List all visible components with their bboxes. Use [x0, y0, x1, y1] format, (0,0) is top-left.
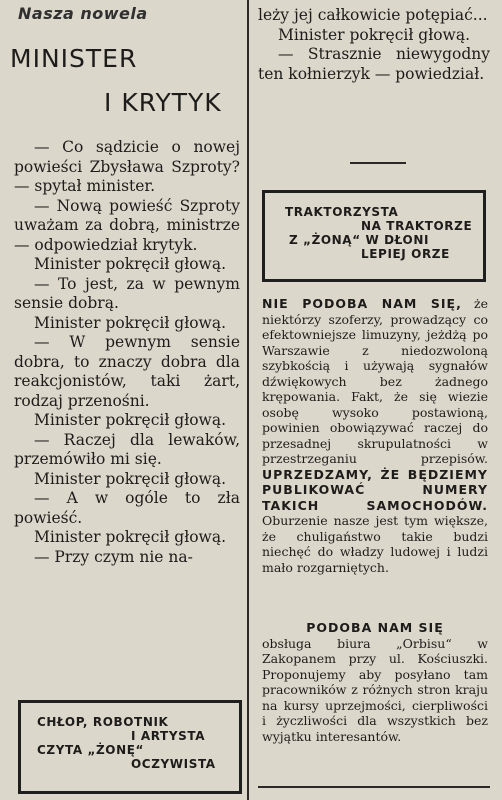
story-paragraph: — Co sądzicie o nowej powieści Zbysława Szproty? — spytał minister.: [14, 138, 240, 195]
story-paragraph: — To jest, za w pewnym sensie dobrą.: [14, 274, 240, 312]
promo-line: CHŁOP, ROBOTNIK: [37, 715, 169, 729]
notice-like: [262, 620, 488, 744]
story-paragraph: leży jej całkowicie potępiać...: [258, 6, 488, 24]
notice-text: obsługa biura „Orbisu“ w Zakopanem przy ul. Kościuszki. Proponujemy aby posyłano tam pracowników z różnych stron kraju na kursy uprzejmości, cierpliwości i życzliwości dla wszystkich bez wyjątku interesantów.: [262, 635, 488, 744]
promo-line: I ARTYSTA: [131, 729, 206, 743]
notice-warning: UPRZEDZAMY, ŻE BĘDZIEMY PUBLIKOWAĆ NUMERY TAKICH SAMOCHODÓW.: [262, 466, 488, 513]
title-line-2: I KRYTYK: [104, 88, 222, 117]
story-paragraph: Minister pokręcił głową.: [278, 25, 470, 44]
story-paragraph: — W pewnym sensie dobra, to znaczy dobra dla reakcjonistów, taki żart, rodzaj przenośni.: [14, 333, 240, 410]
promo-line: Z „ŻONĄ“ W DŁONI: [289, 233, 430, 247]
story-paragraph: Minister pokręcił głową.: [34, 313, 226, 332]
title-line-1: MINISTER: [10, 44, 138, 73]
promo-line: LEPIEJ ORZE: [361, 247, 450, 261]
story-paragraph: — Raczej dla lewaków, przemówiło mi się.: [14, 430, 240, 468]
promo-box-right: [262, 190, 486, 282]
story-paragraph: — Przy czym nie na-: [34, 547, 193, 566]
promo-box-left: [18, 700, 242, 794]
promo-line: NA TRAKTORZE: [361, 219, 473, 233]
notice-dislike: [262, 296, 488, 575]
promo-line: TRAKTORZYSTA: [285, 205, 399, 219]
story-paragraph: Minister pokręcił głową.: [34, 255, 226, 273]
notice-text: Oburzenie nasze jest tym większe, że chuligaństwo takie budzi niechęć do władzy ludowej i ludzi mało rozgarniętych.: [262, 513, 488, 575]
section-label: Nasza nowela: [18, 4, 148, 23]
story-text: [14, 138, 240, 567]
column-divider: [247, 0, 249, 800]
promo-line: OCZYWISTA: [131, 757, 216, 771]
story-paragraph: — A w ogóle to zła powieść.: [14, 489, 240, 527]
short-divider: [350, 162, 406, 164]
story-paragraph: — Nową powieść Szproty uważam za dobrą, ministrze — odpowiedział krytyk.: [14, 196, 240, 254]
bottom-rule: [258, 786, 490, 788]
story-continuation: [258, 6, 490, 84]
story-paragraph: Minister pokręcił głową.: [34, 528, 226, 546]
story-paragraph: Minister pokręcił głową.: [34, 411, 226, 429]
promo-line: CZYTA „ŻONĘ“: [37, 743, 145, 757]
notice-lead: PODOBA NAM SIĘ: [306, 620, 444, 635]
story-paragraph: — Strasznie niewygodny ten kołnierzyk — powiedział.: [258, 45, 490, 83]
notice-text: że niektórzy szoferzy, prowadzący co efektowniejsze limuzyny, jeżdżą po Warszawie z niedozwoloną szybkością i używają sygnałów dźwiękowych bez żadnego krępowania. Fakt, że się wiezie osobę wysoko postawioną, powinien obowiązywać raczej do przesadnej skrupulatności w przestrzeganiu przepisów.: [262, 296, 488, 466]
story-paragraph: Minister pokręcił głową.: [34, 469, 226, 488]
notice-lead: NIE PODOBA NAM SIĘ,: [262, 296, 462, 311]
